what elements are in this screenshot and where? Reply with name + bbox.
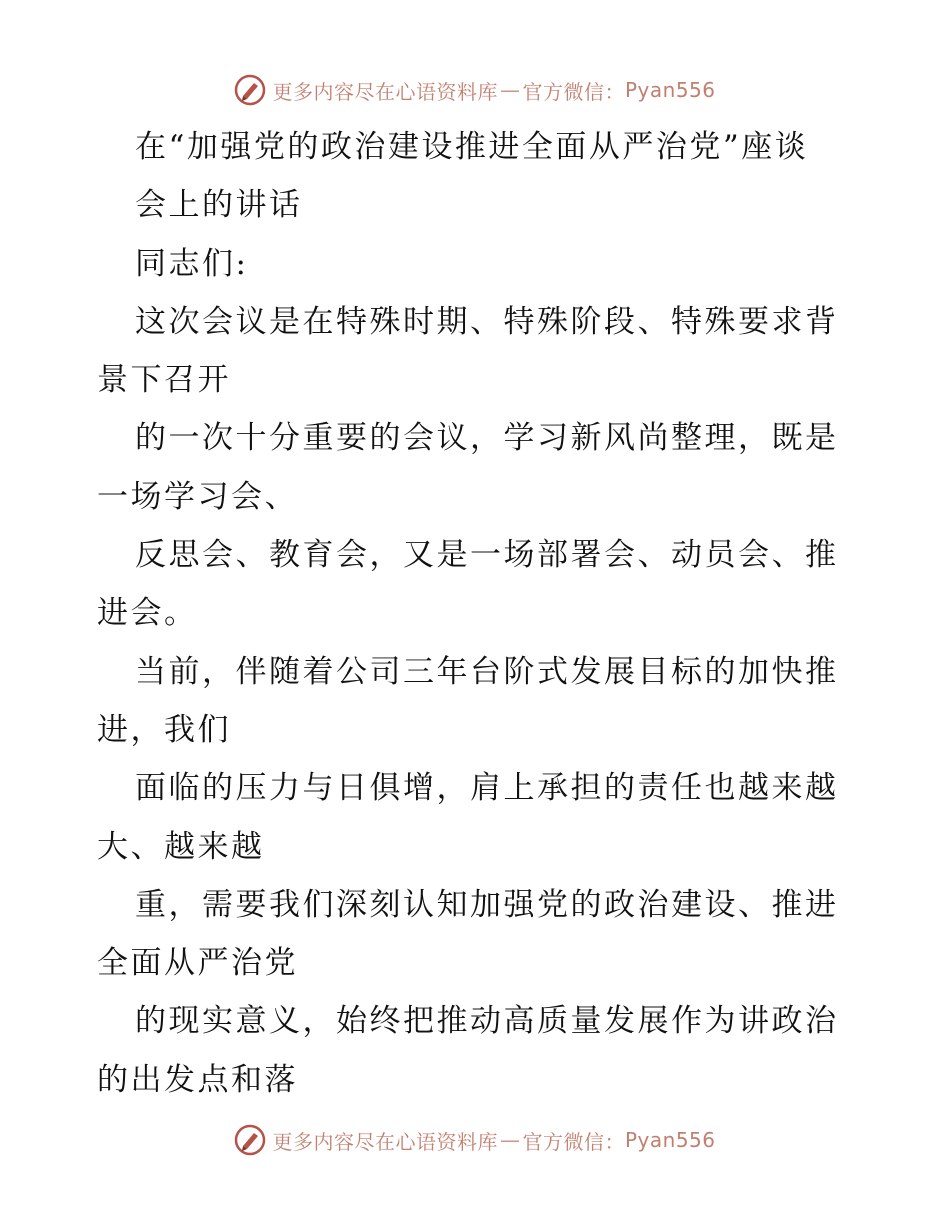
paragraph-line: 这次会议是在特殊时期、特殊阶段、特殊要求背 [135, 303, 839, 340]
watermark-text: 更多内容尽在心语资料库 [272, 1129, 498, 1154]
paragraph-line: 大、越来越 [97, 828, 265, 865]
paragraph-line: 景下召开 [97, 362, 231, 399]
title-line-2: 会上的讲话 [135, 187, 303, 224]
watermark-label: 官方微信： [522, 79, 625, 104]
paragraph-line: 当前，伴随着公司三年台阶式发展目标的加快推 [135, 653, 839, 690]
watermark-dash: — [499, 78, 521, 102]
watermark-id: Pyan556 [624, 78, 716, 102]
paragraph-line: 反思会、教育会，又是一场部署会、动员会、推 [135, 537, 839, 574]
paragraph-line: 的出发点和落 [97, 1061, 298, 1098]
paragraph-line: 的现实意义，始终把推动高质量发展作为讲政治 [135, 1003, 839, 1040]
watermark-text: 更多内容尽在心语资料库 [272, 79, 498, 104]
salutation: 同志们: [135, 245, 249, 282]
paragraph-line: 重，需要我们深刻认知加强党的政治建设、推进 [135, 886, 839, 923]
title-line-1: 在“加强党的政治建设推进全面从严治党”座谈 [135, 129, 809, 165]
paragraph-line: 全面从严治党 [97, 945, 298, 982]
document-body [97, 125, 857, 1102]
watermark-label: 官方微信： [522, 1129, 625, 1154]
pen-logo-icon [234, 74, 266, 106]
footer-watermark [0, 1120, 950, 1160]
paragraph-line: 进会。 [97, 595, 198, 632]
header-watermark [0, 70, 950, 110]
watermark-dash: — [499, 1128, 521, 1152]
paragraph-line: 的一次十分重要的会议，学习新风尚整理，既是 [135, 420, 839, 457]
paragraph-line: 进，我们 [97, 711, 231, 748]
pen-logo-icon [234, 1124, 266, 1156]
paragraph-line: 一场学习会、 [97, 478, 298, 515]
paragraph-line: 面临的压力与日俱增，肩上承担的责任也越来越 [135, 770, 839, 807]
watermark-id: Pyan556 [624, 1128, 716, 1152]
